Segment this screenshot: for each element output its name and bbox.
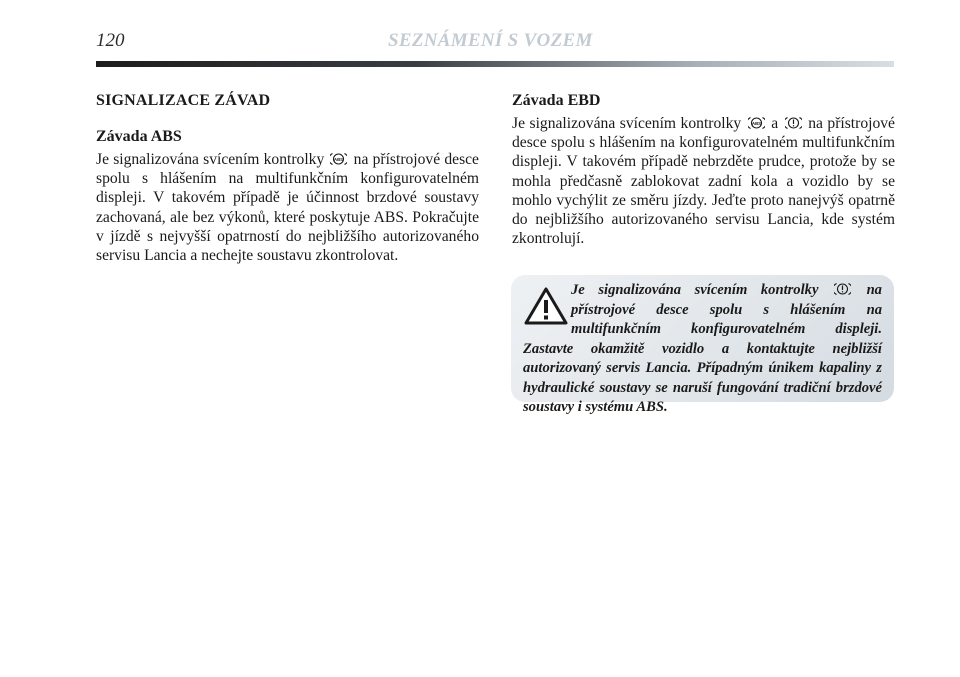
section-title: SIGNALIZACE ZÁVAD	[96, 92, 271, 109]
abs-warning-lamp-icon	[748, 116, 765, 130]
ebd-text-part-1: Je signalizována svícením kontrolky	[512, 115, 742, 132]
abs-text-part-2: na přístrojové desce spolu s hlášením na multifunkčním konfigurovatelném displeji. V takovém případě je účinnost brzdové soustavy zachovaná, ale bez výkonů, které poskytuje ABS. Pokračujte v jízdě s nejvyšší opatrností do nejbližšího autorizovaného servisu Lancia a nechejte soustavu zkontrolovat.	[96, 151, 479, 265]
page-number: 120	[96, 30, 125, 51]
abs-failure-title: Závada ABS	[96, 128, 182, 145]
ebd-failure-text	[512, 114, 895, 248]
ebd-text-part-2: na přístrojové desce spolu s hlášením na konfigurovatelném multifunkčním displeji. V takovém případě nebrzděte prudce, protože by se mohla předčasně zablokovat zadní kola a vozidlo by se mohlo vychýlit ze směru jízdy. Jeďte proto nanejvýš opatrně do nejbližšího autorizovaného servisu Lancia, kde systém zkontrolují.	[512, 115, 895, 248]
abs-failure-text	[96, 150, 479, 265]
brake-warning-lamp-icon	[785, 116, 802, 130]
svg-text:ABS: ABS	[334, 156, 344, 162]
running-header: SEZNÁMENÍ S VOZEM	[388, 30, 593, 51]
header-rule	[96, 61, 894, 67]
right-column	[512, 92, 895, 248]
abs-text-part-1: Je signalizována svícením kontrolky	[96, 151, 325, 168]
svg-text:ABS: ABS	[751, 120, 761, 126]
left-column	[96, 92, 479, 265]
ebd-failure-title: Závada EBD	[512, 92, 601, 109]
warning-text-part-2: na přístrojové desce spolu s hlášením na multifunkčním konfigurovatelném displeji. Zastavte okamžitě vozidlo a kontaktujte nejbližší autorizovaný servis Lancia. Případným únikem kapaliny z hydraulické soustavy se naruší fungování tradiční brzdové soustavy i systému ABS.	[523, 282, 882, 415]
warning-text-part-1: Je signalizována svícením kontrolky	[571, 282, 819, 298]
abs-warning-lamp-icon	[330, 152, 347, 166]
ebd-conjunction: a	[771, 115, 779, 132]
warning-box	[511, 275, 894, 415]
brake-warning-lamp-icon	[834, 282, 851, 296]
warning-text	[511, 275, 894, 418]
